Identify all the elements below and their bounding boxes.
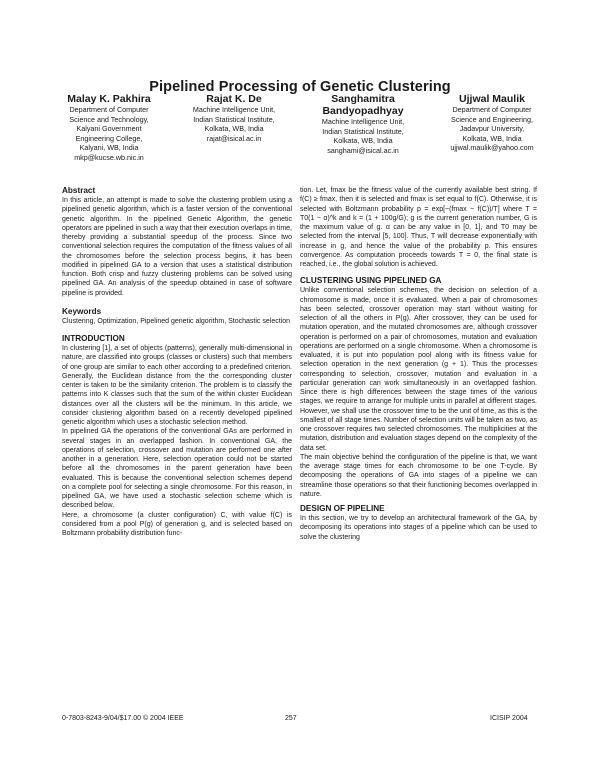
author-affiliation: Kolkata, WB, India [204,124,264,134]
author-block-3 [293,93,433,155]
clustering-heading: CLUSTERING USING PIPELINED GA [300,276,442,286]
author-email: rajat@isical.ac.in [206,133,262,143]
author-affiliation: Jadavpur University, [459,124,525,134]
author-block-2 [170,93,298,143]
body-paragraph: The main objective behind the configuration of the pipeline is that, we want the average stage times for each chromosome to be one T-cycle. By decomposing the operations of GA into stages of a pipeline we can streamline those operations so that their functioning becomes overlapped in nature. [300,453,537,498]
author-affiliation: Machine Intelligence Unit, [321,117,405,126]
author-affiliation: Kalyani, WB, India [79,143,139,153]
design-heading: DESIGN OF PIPELINE [300,504,385,513]
introduction-paragraph: In clustering [1], a set of objects (patterns), generally multi-dimensional in nature, are classified into groups (classes or clusters) such that members of one group are similar to each other according to a predefined criterion. Generally, the Euclidean distance from the the corresponding cluster center is taken to be the similarity criterion. The problem is to classify the patterns into K classes such that the sum of the within cluster Euclidean distances over all the clusters will be the minimum. In this article, we consider clustering algorithm based on a recently developed pipelined genetic algorithm which uses a stochastic selection method. [62,345,292,426]
footer-page-number: 257 [285,715,297,722]
body-paragraph: tion. Let, fmax be the fitness value of the currently available best string. If f(C) ≥ fmax, then it is selected and fmax is set equal to f(C). Otherwise, it is selected with Boltzmann probability p = exp[−(fmax − f(C))/T] where T = T0(1 − α)^k and k = (1 + 100g/G); g is the current generation number, G is the maximum value of g. α can be any value in [0, 1], and T0 may be selected from the interval [5, 100]. Thus, T will decrease exponentially with increase in g, and hence the value of the probability p. This ensures convergence. As computation proceeds towards T = 0, the final state is reached, i.e., the global solution is achieved. [300,187,537,268]
introduction-paragraph: Here, a chromosome (a cluster configuration) C, with value f(C) is considered from a pool P(g) of generation g, and is selected based on Boltzmann probability distribution func- [62,511,292,537]
abstract-heading: Abstract [62,186,96,195]
footer-conference: ICISIP 2004 [490,715,528,722]
footer-copyright: 0-7803-8243-9/04/$17.00 © 2004 IEEE [62,715,184,722]
author-affiliation: Department of Computer [69,105,149,114]
right-column [300,186,537,542]
author-name: Malay K. Pakhira [67,93,151,105]
author-email: ujjwal.maulik@yahoo.com [450,143,534,153]
author-affiliation: Engineering College, [75,133,143,143]
author-name: Ujjwal Maulik [459,93,525,105]
body-paragraph: In this section, we try to develop an architectural framework of the GA, by decomposing its operations into stages of a pipeline which can be used to solve the clustering [300,515,537,541]
keywords-text: Clustering, Optimization, Pipelined genetic algorithm, Stochastic selection [62,317,291,325]
author-name: Rajat K. De [206,93,262,105]
author-affiliation: Indian Statistical Institute, [193,114,275,124]
left-column [62,186,292,538]
author-affiliation: Machine Intelligence Unit, [192,105,276,114]
author-affiliation: Science and Engineering, [451,114,533,124]
author-block-4 [422,93,562,153]
author-affiliation: Science and Technology, [69,114,149,124]
body-paragraph: Unlike conventional selection schemes, the decision on selection of a chromosome is made, once it is evaluated. When a pair of chromosomes has been selected, crossover operation may start without waiting for selection of all the others in P(g). After crossover, they can be used for mutation operation, and the mutated chromosomes are, although crossover operation is performed on a pair of chromosomes, mutation and evaluation operations are performed on a single chromosome. When a chromosome is evaluated, it is put into population pool along with its fitness value for selection operation in the next generation (g + 1). Thus the processes corresponding to selection, crossover, mutation and evaluation in a particular generation can work simultaneously in an overlapped fashion. Since there is high differences between the stage times of the various stages, we require to arrange for multiple units in parallel at different stages. However, we shall use the crossover time to be the unit of time, as this is the smallest of all stage times. Number of selection units will be taken as two, as one crossover requires two selected chromosomes. The multiplicities at the mutation, distribution and evaluation stages depend on the complexity of the data set. [300,287,537,452]
introduction-heading: INTRODUCTION [62,334,125,343]
author-block-1 [40,93,178,163]
author-affiliation: Department of Computer [452,105,532,114]
keywords-heading: Keywords [62,306,102,316]
author-affiliation: Indian Statistical Institute, [322,126,404,136]
abstract-text: In this article, an attempt is made to solve the clustering problem using a pipelined genetic algorithm, which is a faster version of the conventional genetic algorithm. In the pipelined Genetic Algorithm, the genetic operators are pipelined in such a way that their execution overlaps in time, thereby providing a substantial speedup of the process. Since two conventional selection requires the computation of the fitness values of all the chromosomes before the selection process begins, it has been modified in pipelined GA to a version that uses a statistical distribution function. Both crisp and fuzzy clustering problems can be solved using pipelined GA. An analysis of the speedup obtained in case of software pipeline is provided. [62,197,292,297]
introduction-paragraph: In pipelined GA the operations of the conventional GAs are performed in several stages in an overlapped fashion. In conventional GA, the operations of selection, crossover and mutation are performed one after another in a generation. Here, selection operation could not be started before all the chromosomes in the parent generation have been evaluated. This is because the conventional selection schemes depend on a complete pool for selecting a single chromosome. For this reason, in pipelined GA, we have used a stochastic selection scheme which is described below. [62,428,292,510]
author-affiliation: Kalyani Government [76,124,142,134]
author-affiliation: Kolkata, WB, India [333,136,393,146]
paper-title: Pipelined Processing of Genetic Clustering [149,79,451,95]
author-email: sanghami@isical.ac.in [327,145,399,155]
author-email: mkp@kucse.wb.nic.in [74,152,144,162]
author-name: Sanghamitra Bandyopadhyay [322,93,404,117]
author-affiliation: Kolkata, WB, India [462,133,522,143]
